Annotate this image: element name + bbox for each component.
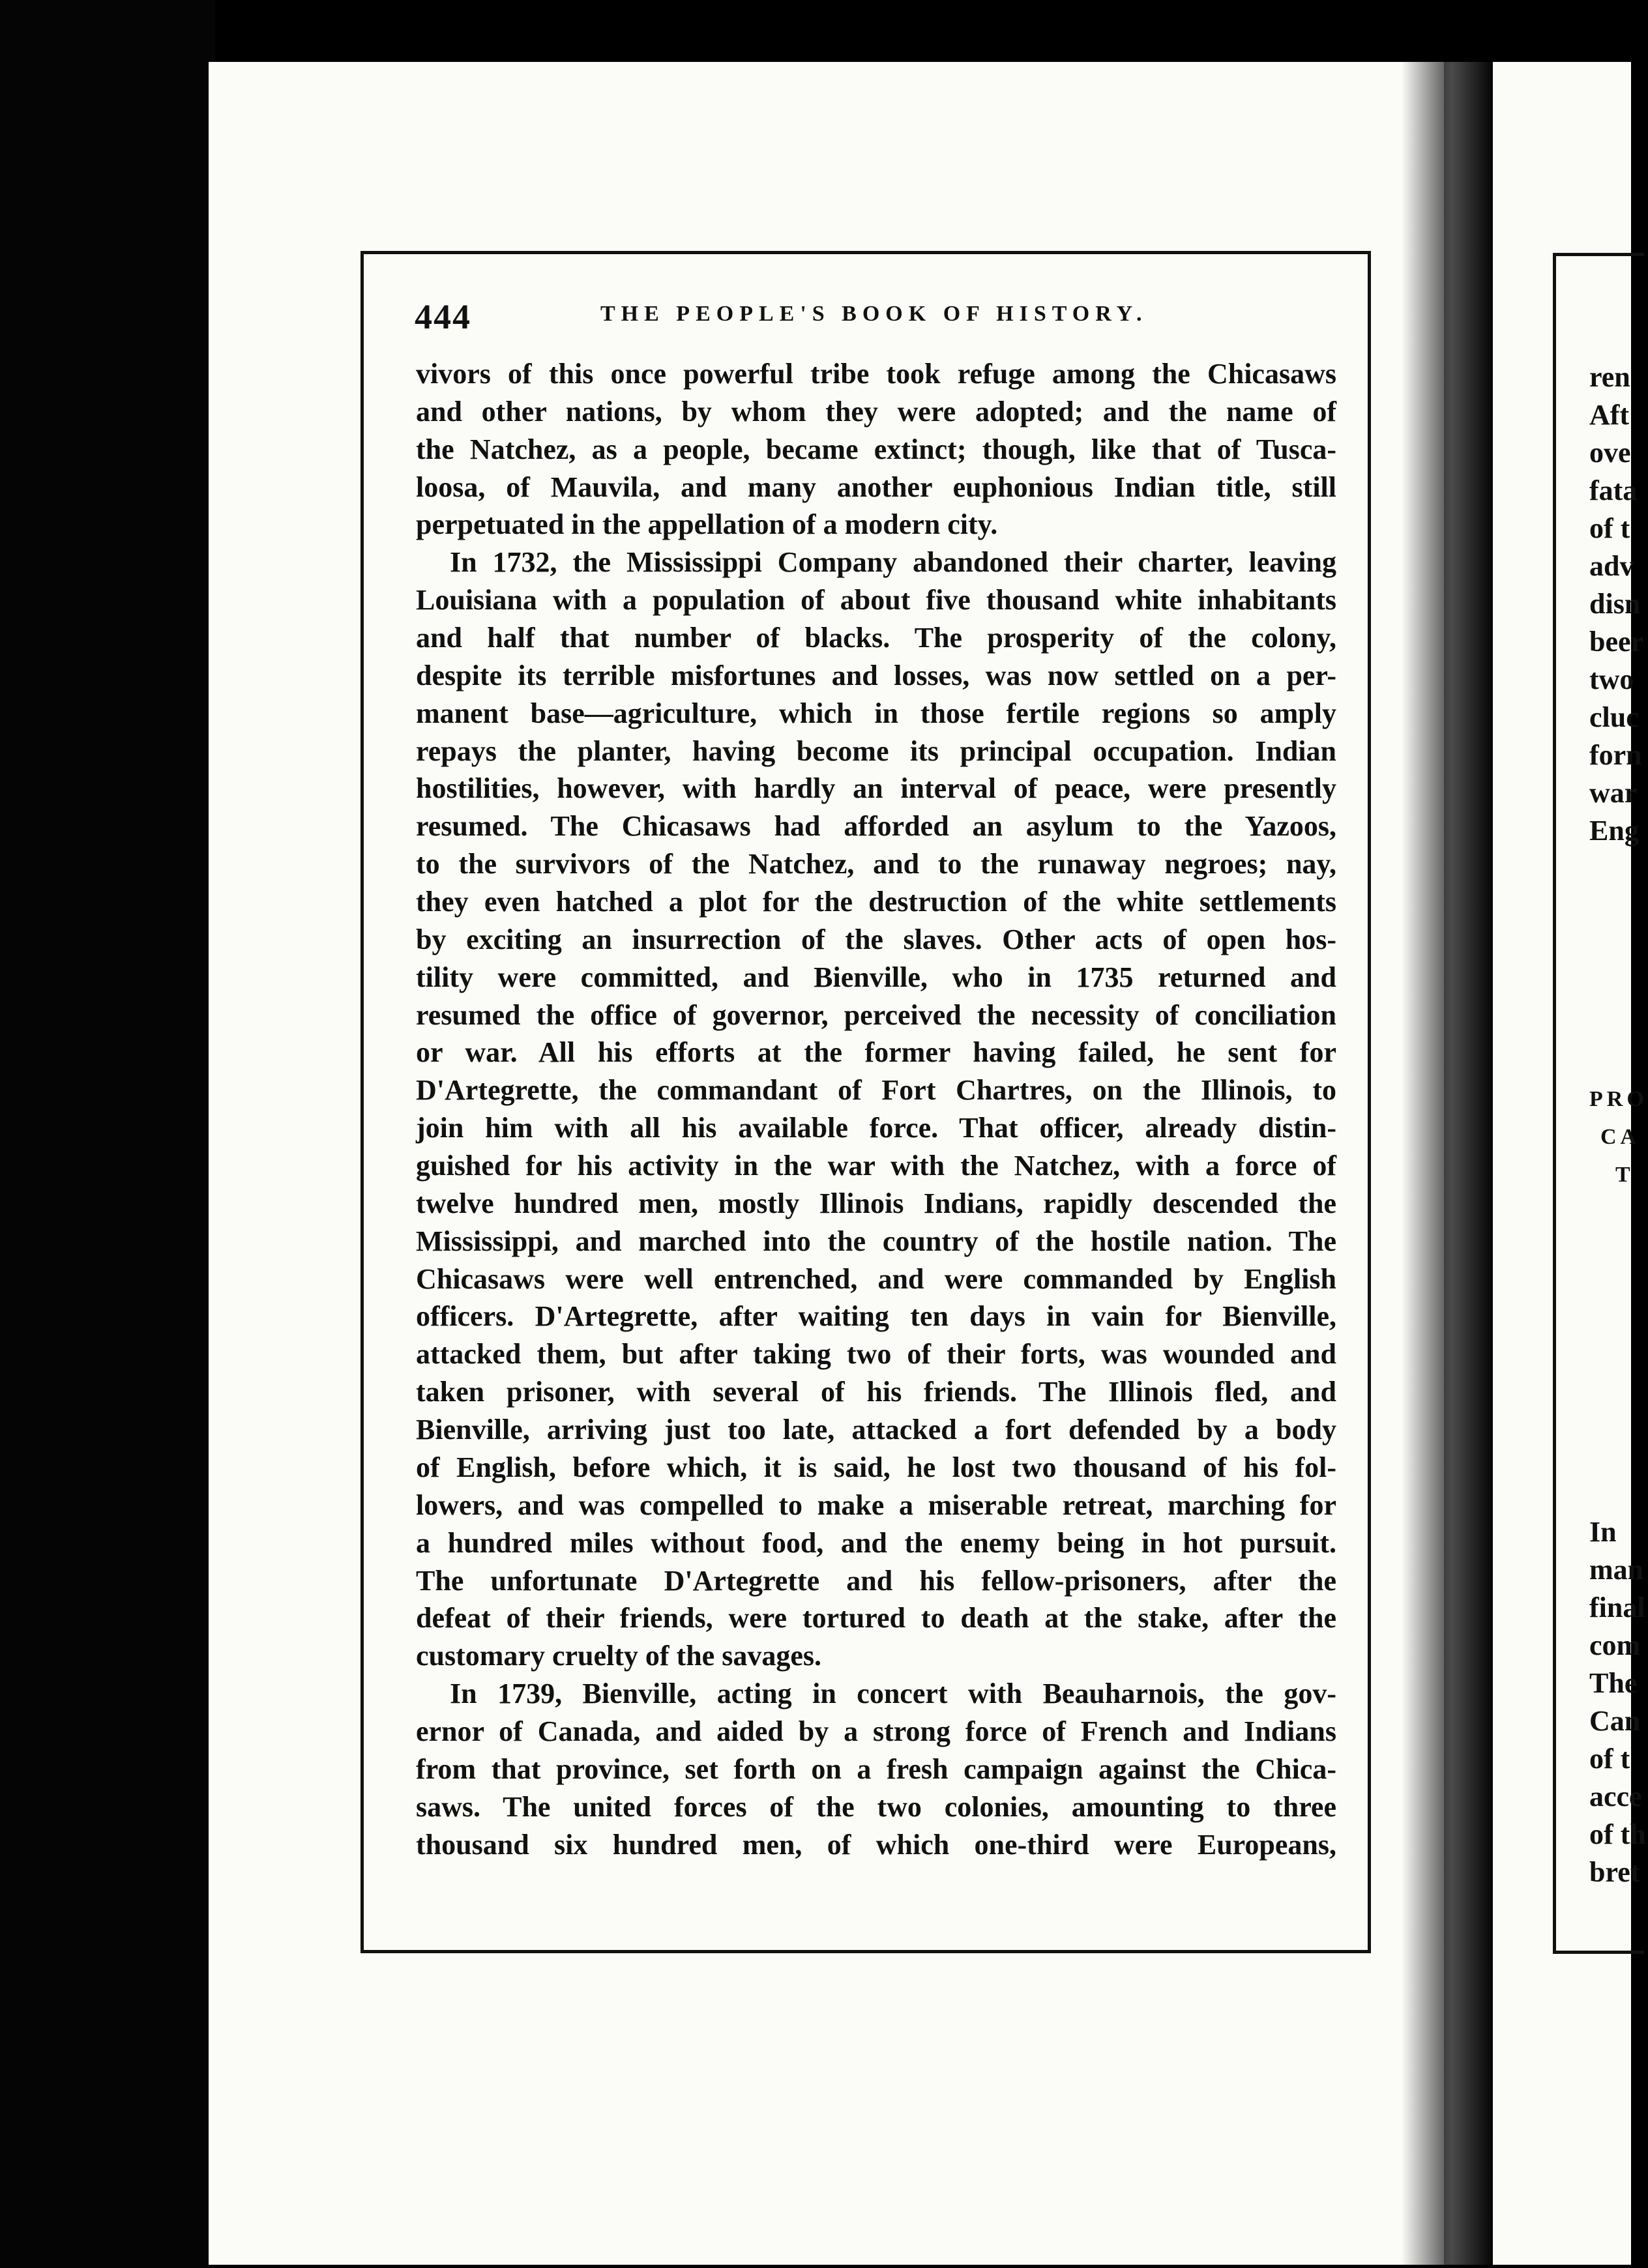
facing-line: The xyxy=(1589,1667,1638,1699)
facing-line: final xyxy=(1589,1592,1645,1623)
text-line: a hundred miles without food, and the enemy being in hot pursuit. xyxy=(416,1526,1336,1559)
text-line: The unfortunate D'Artegrette and his fellow-prisoners, after the xyxy=(416,1564,1336,1597)
facing-line: fata xyxy=(1589,474,1638,506)
facing-line: Eng xyxy=(1589,815,1639,847)
text-line: saws. The united forces of the two colonies, amounting to three xyxy=(416,1790,1336,1823)
running-head xyxy=(415,297,1334,336)
text-line: In 1739, Bienville, acting in concert with Beauharnois, the gov- xyxy=(450,1678,1336,1710)
facing-line: Aft xyxy=(1589,399,1630,431)
text-line: twelve hundred men, mostly Illinois Indians, rapidly descended the xyxy=(416,1187,1336,1219)
text-line: officers. D'Artegrette, after waiting ten days in vain for Bienville, xyxy=(416,1300,1336,1333)
facing-line: two xyxy=(1589,663,1634,695)
text-line: lowers, and was compelled to make a miserable retreat, marching for xyxy=(416,1489,1336,1521)
facing-line: acce xyxy=(1589,1781,1642,1812)
text-line: and half that number of blacks. The prosperity of the colony, xyxy=(416,622,1336,654)
facing-line: man xyxy=(1589,1554,1644,1586)
text-line: Chicasaws were well entrenched, and were commanded by English xyxy=(416,1262,1336,1295)
facing-line: cluc xyxy=(1589,701,1639,733)
text-line: guished for his activity in the war with the Natchez, with a force of xyxy=(416,1150,1336,1182)
text-line: loosa, of Mauvila, and many another euphonious Indian title, still xyxy=(416,471,1336,503)
facing-line: ren xyxy=(1589,361,1630,393)
text-line: ernor of Canada, and aided by a strong force of French and Indians xyxy=(416,1715,1336,1747)
text-line: tility were committed, and Bienville, who in 1735 returned and xyxy=(416,961,1336,993)
text-line: vivors of this once powerful tribe took refuge among the Chicasaws xyxy=(416,358,1336,390)
text-line: manent base—agriculture, which in those fertile regions so amply xyxy=(416,697,1336,729)
text-line: customary cruelty of the savages. xyxy=(416,1640,821,1672)
text-line: Mississippi, and marched into the country of the hostile nation. The xyxy=(416,1225,1336,1257)
facing-heading-line: PRO xyxy=(1589,1087,1648,1111)
text-line: to the survivors of the Natchez, and to the runaway negroes; nay, xyxy=(416,848,1336,880)
text-line: or war. All his efforts at the former having failed, he sent for xyxy=(416,1036,1336,1069)
facing-line: In xyxy=(1589,1516,1617,1548)
facing-line: forn xyxy=(1589,739,1642,771)
page-number: 444 xyxy=(415,297,471,336)
facing-line: ove xyxy=(1589,437,1631,469)
text-line: thousand six hundred men, of which one-third were Europeans, xyxy=(416,1828,1336,1861)
facing-line: Can xyxy=(1589,1705,1641,1737)
text-line: resumed the office of governor, perceived the necessity of conciliation xyxy=(416,998,1336,1031)
text-line: despite its terrible misfortunes and losses, was now settled on a per- xyxy=(416,659,1336,691)
text-line: from that province, set forth on a fresh campaign against the Chica- xyxy=(416,1752,1336,1785)
text-line: hostilities, however, with hardly an interval of peace, were presently xyxy=(416,772,1336,805)
text-line: defeat of their friends, were tortured to death at the stake, after the xyxy=(416,1602,1336,1635)
facing-line: disn xyxy=(1589,588,1641,620)
text-line: they even hatched a plot for the destruction of the white settlements xyxy=(416,886,1336,918)
running-title: THE PEOPLE'S BOOK OF HISTORY. xyxy=(600,302,1148,326)
text-line: repays the planter, having become its principal occupation. Indian xyxy=(416,734,1336,767)
facing-line: of t xyxy=(1589,512,1630,544)
body-text xyxy=(416,355,1336,1863)
facing-heading-line: CA xyxy=(1600,1125,1641,1149)
text-line: of English, before which, it is said, he lost two thousand of his fol- xyxy=(416,1451,1336,1483)
facing-line: of th xyxy=(1589,1818,1646,1850)
facing-line: beer xyxy=(1589,626,1644,658)
facing-line: war xyxy=(1589,777,1638,809)
text-line: and other nations, by whom they were adopted; and the name of xyxy=(416,395,1336,428)
facing-heading-line: T xyxy=(1615,1163,1634,1187)
text-line: perpetuated in the appellation of a modern city. xyxy=(416,508,998,541)
text-line: D'Artegrette, the commandant of Fort Chartres, on the Illinois, to xyxy=(416,1074,1336,1107)
facing-line: of t xyxy=(1589,1743,1630,1775)
binding-strip xyxy=(0,0,215,2268)
text-line: attacked them, but after taking two of their forts, was wounded and xyxy=(416,1338,1336,1371)
facing-line: bret xyxy=(1589,1856,1640,1888)
text-line: taken prisoner, with several of his friends. The Illinois fled, and xyxy=(416,1376,1336,1408)
text-line: the Natchez, as a people, became extinct; though, like that of Tusca- xyxy=(416,433,1336,465)
text-line: resumed. The Chicasaws had afforded an asylum to the Yazoos, xyxy=(416,810,1336,843)
text-line: Louisiana with a population of about five thousand white inhabitants xyxy=(416,584,1336,617)
text-line: join him with all his available force. That officer, already distin- xyxy=(416,1112,1336,1144)
text-line: Bienville, arriving just too late, attacked a fort defended by a body xyxy=(416,1414,1336,1446)
text-line: In 1732, the Mississippi Company abandoned their charter, leaving xyxy=(450,546,1336,579)
facing-line: adv xyxy=(1589,550,1634,582)
gutter-shadow xyxy=(1402,62,1493,2265)
facing-line: com xyxy=(1589,1629,1641,1661)
text-line: by exciting an insurrection of the slaves. Other acts of open hos- xyxy=(416,923,1336,955)
